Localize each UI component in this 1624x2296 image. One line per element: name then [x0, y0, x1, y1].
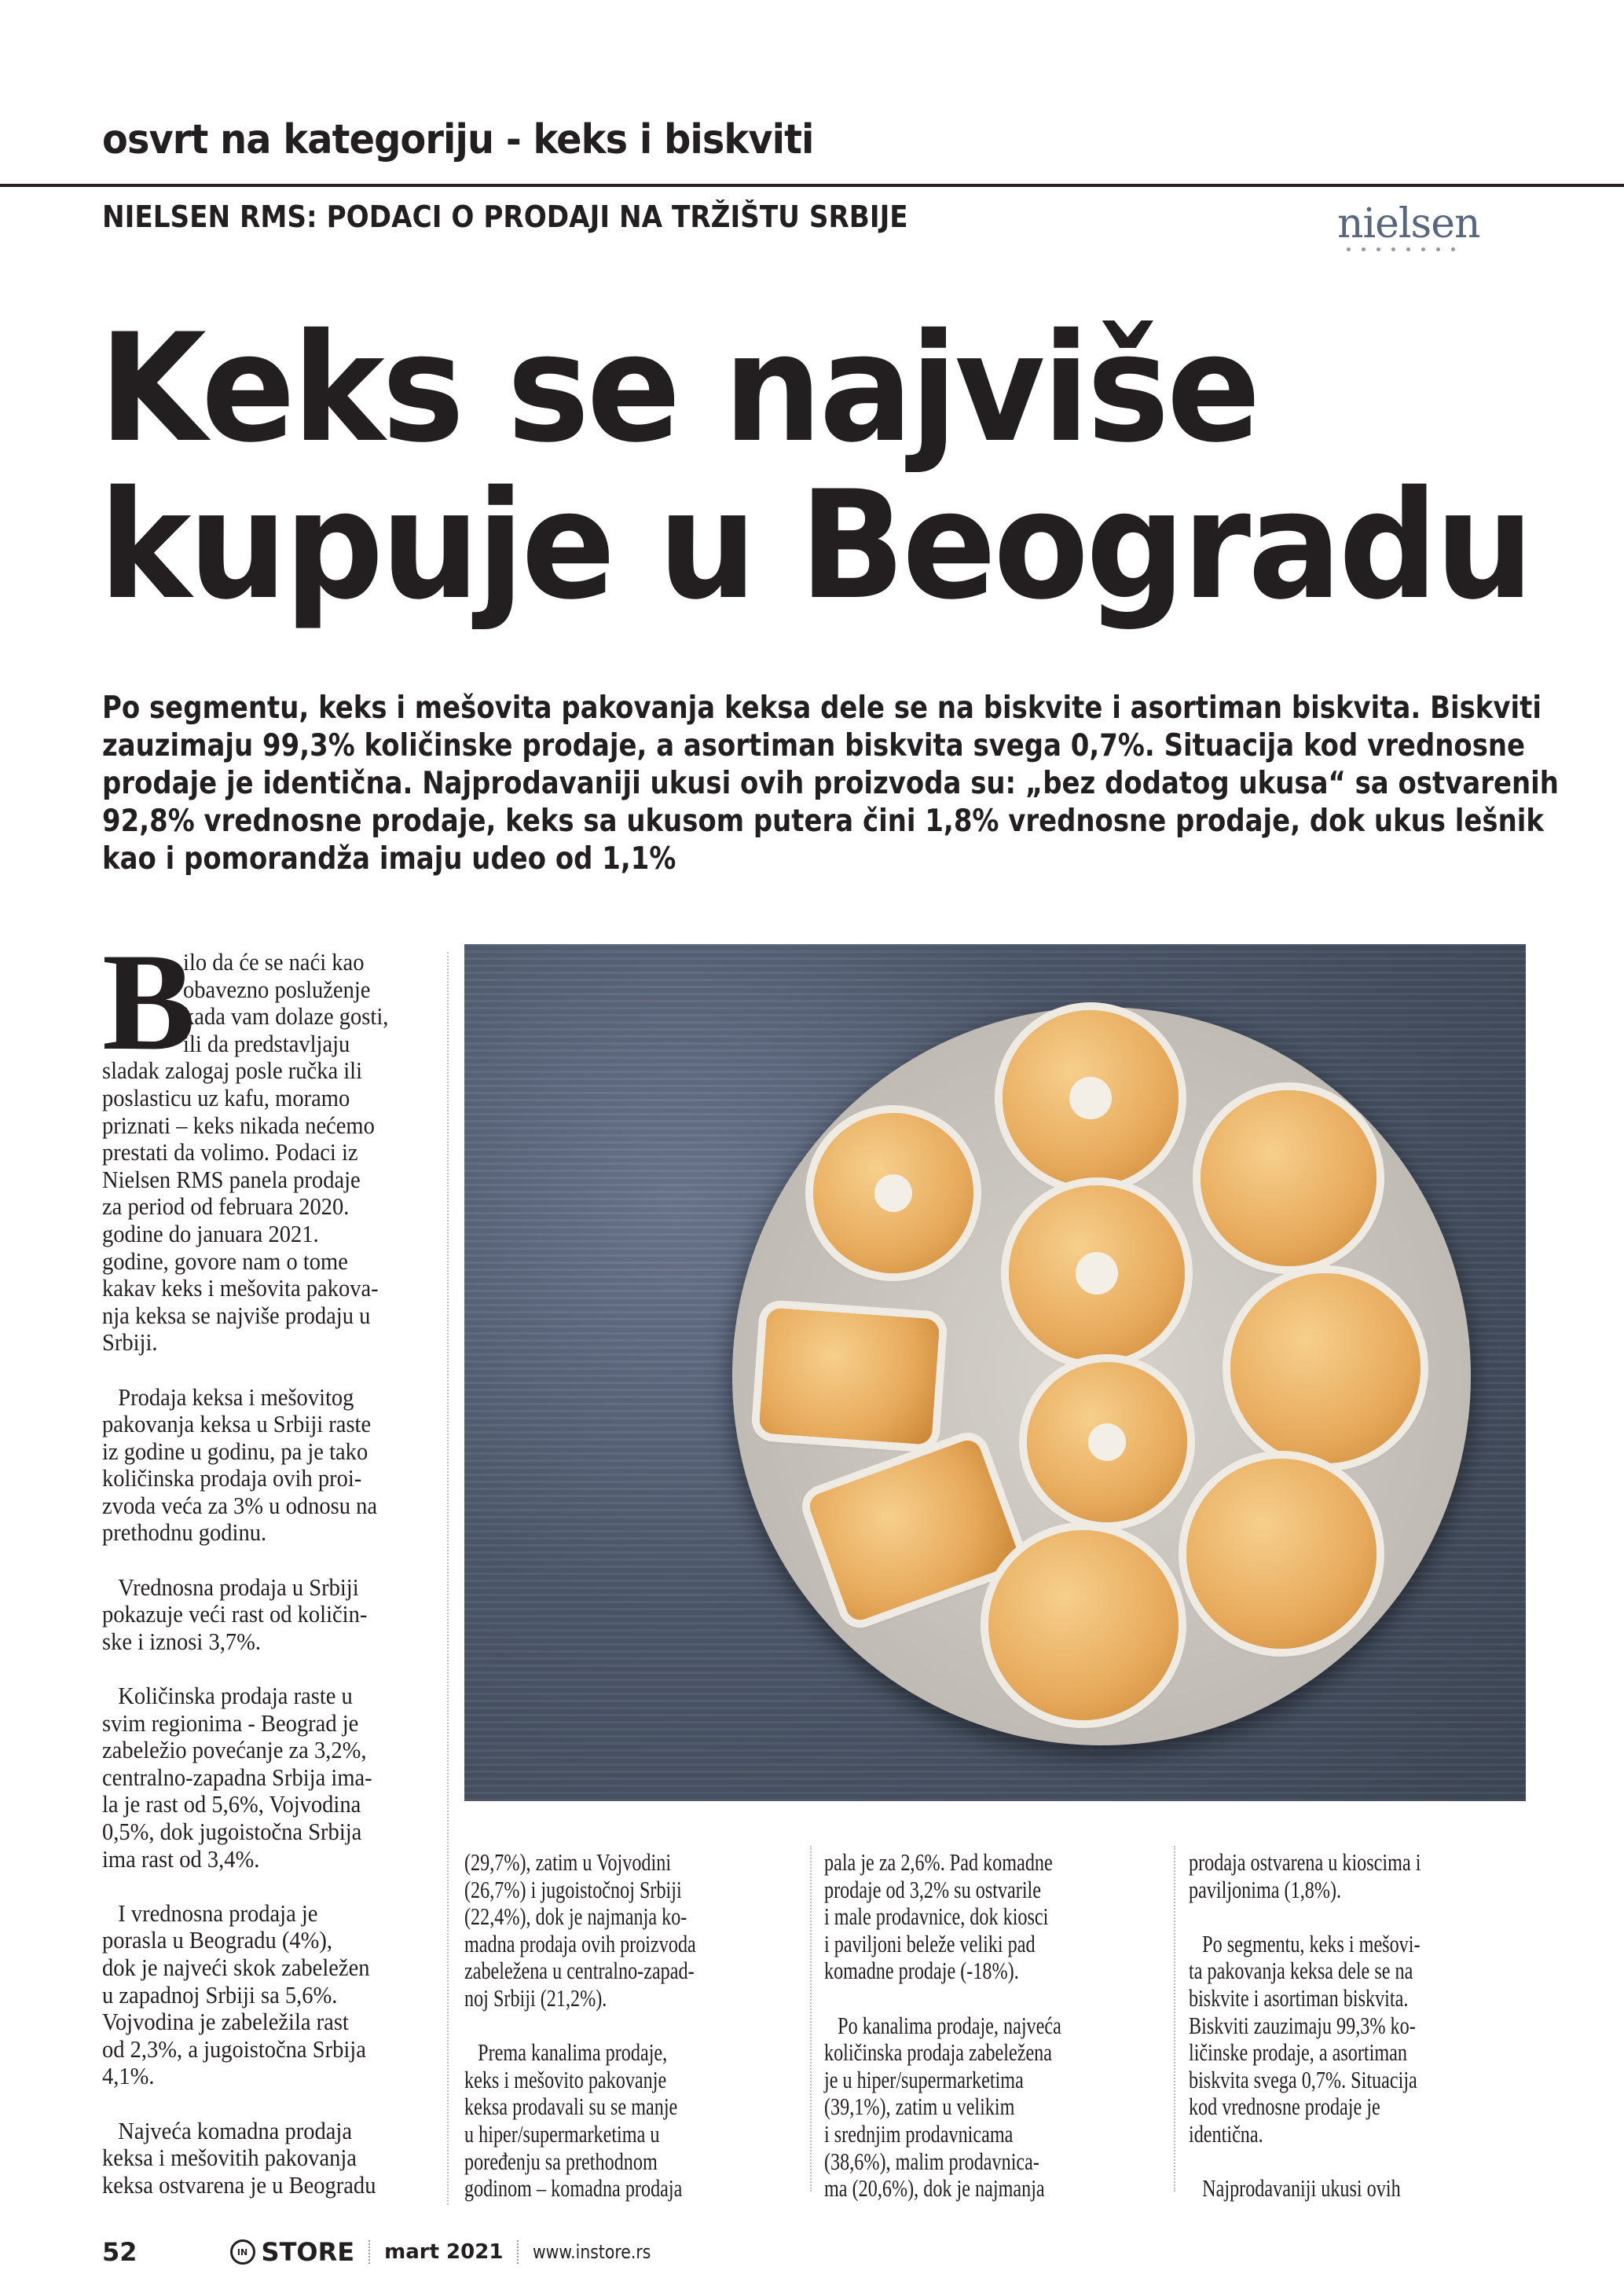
text-line: ilo da će se naći kao — [183, 948, 365, 976]
lead-line: prodaje je identična. Najprodavaniji ukusi ovih proizvoda su: „bez dodatog ukusa“ sa ostvarenih — [102, 766, 1559, 801]
text-line: la je rast od 5,6%, Vojvodina — [102, 1790, 361, 1818]
text-line: za period od februara 2020. — [102, 1192, 350, 1221]
text-line: prodaje od 3,2% su ostvarile — [824, 1875, 1041, 1903]
drop-cap: B — [102, 924, 196, 1079]
brand-name: STORE — [261, 2237, 355, 2267]
cookie — [1230, 1273, 1421, 1463]
text-line: prestati da volimo. Podaci iz — [102, 1138, 358, 1166]
text-line: madna prodaja ovih proizvoda — [464, 1929, 696, 1957]
text-line: prodaja ostvarena u kioscima i — [1189, 1848, 1421, 1876]
text-line: obavezno posluženje — [183, 975, 371, 1003]
text-line: 0,5%, dok jugoistočna Srbija — [102, 1818, 362, 1845]
text-line: (29,7%), zatim u Vojvodini — [464, 1848, 672, 1876]
text-line: zvoda veća za 3% u odnosu na — [102, 1491, 378, 1519]
text-line: (39,1%), zatim u velikim — [824, 2093, 1015, 2121]
text-line: paviljonima (1,8%). — [1189, 1875, 1342, 1903]
lead-line: 92,8% vrednosne prodaje, keks sa ukusom putera čini 1,8% vrednosne prodaje, dok ukus lešnik — [102, 804, 1544, 839]
text-line: ima rast od 3,4%. — [102, 1844, 260, 1873]
text-line: količinska prodaja ovih proi- — [102, 1464, 362, 1492]
text-line: prethodnu godinu. — [102, 1518, 267, 1547]
text-line: kod vrednosne prodaje je — [1189, 2093, 1380, 2121]
text-line: godine, govore nam o tome — [102, 1247, 348, 1275]
text-line: (38,6%), malim prodavnica- — [824, 2147, 1039, 2175]
text-line: Po kanalima prodaje, najveća — [838, 2011, 1061, 2039]
text-line: I vrednosna prodaja je — [118, 1899, 318, 1927]
text-line: u hiper/supermarketima u — [464, 2119, 660, 2148]
text-line: od 2,3%, a jugoistočna Srbija — [102, 2034, 366, 2063]
in-logo-icon: IN — [230, 2239, 255, 2265]
text-line: ma (20,6%), dok je najmanja — [824, 2174, 1045, 2203]
section-category: osvrt na kategoriju - keks i biskviti — [102, 116, 814, 163]
text-line: identična. — [1189, 2119, 1263, 2148]
text-line: Biskviti zauzimaju 99,3% ko- — [1189, 2011, 1416, 2039]
cookie — [1009, 1185, 1185, 1361]
cookie — [1003, 1010, 1179, 1186]
cookie — [1201, 1090, 1377, 1266]
text-line: (22,4%), dok je najmanja ko- — [464, 1902, 687, 1931]
text-line: Vojvodina je zabeležila rast — [102, 2008, 349, 2036]
text-line: Nielsen RMS panela prodaje — [102, 1165, 361, 1193]
text-line: pakovanja keksa u Srbiji raste — [102, 1410, 372, 1438]
cookie — [988, 1530, 1179, 1720]
cookie — [813, 1113, 973, 1273]
text-line: Po segmentu, keks i mešovi- — [1202, 1929, 1421, 1957]
text-line: kakav keks i mešovita pakova- — [102, 1274, 379, 1302]
text-line: pala je za 2,6%. Pad komadne — [824, 1848, 1053, 1876]
text-line: porasla u Beogradu (4%), — [102, 1926, 333, 1954]
text-line: Najveća komadna prodaja — [118, 2116, 352, 2144]
text-line: centralno-zapadna Srbija ima- — [102, 1763, 372, 1791]
lead-line: kao i pomorandža imaju udeo od 1,1% — [102, 841, 676, 877]
column-divider — [1174, 1846, 1175, 2192]
text-line: ske i iznosi 3,7%. — [102, 1627, 261, 1655]
text-line: svim regionima - Beograd je — [102, 1708, 359, 1737]
issue-date: mart 2021 — [384, 2240, 504, 2264]
text-line: pokazuje veći rast od količin- — [102, 1600, 368, 1628]
footer-separator — [368, 2240, 370, 2264]
section-subheading: NIELSEN RMS: PODACI O PRODAJI NA TRŽIŠTU SRBIJE — [102, 200, 908, 234]
text-line: zabeležena u centralno-zapad- — [464, 1957, 695, 1985]
page-footer — [102, 2237, 672, 2267]
text-line: keksa i mešovitih pakovanja — [102, 2144, 357, 2172]
text-line: ličinske prodaje, a asortiman — [1189, 2038, 1407, 2067]
website-link[interactable]: www.instore.rs — [533, 2241, 651, 2263]
text-line: (26,7%) i jugoistočnoj Srbiji — [464, 1875, 682, 1903]
text-line: ili da predstavljaju — [183, 1029, 350, 1057]
nielsen-logo-text: nielsen — [1337, 200, 1480, 247]
text-line: i paviljoni beleže veliki pad — [824, 1929, 1036, 1957]
column-divider — [810, 1846, 812, 2192]
article-column-3 — [824, 1849, 1128, 2203]
article-title — [99, 302, 1624, 632]
text-line: količinska prodaja zabeležena — [824, 2038, 1053, 2067]
text-line: Količinska prodaja raste u — [118, 1682, 353, 1710]
header-rule — [0, 184, 1624, 187]
lead-line: zauzimaju 99,3% količinske prodaje, a asortiman biskvita svega 0,7%. Situacija kod vrednosne — [102, 728, 1526, 764]
instore-logo — [230, 2237, 355, 2267]
text-line: poređenju sa prethodnom — [464, 2147, 658, 2175]
text-line: Najprodavaniji ukusi ovih — [1202, 2174, 1401, 2203]
text-line: Prodaja keksa i mešovitog — [118, 1382, 354, 1411]
column-divider — [447, 952, 449, 2205]
cookie — [759, 1308, 940, 1445]
lead-paragraph — [102, 690, 1624, 878]
text-line: godinom – komadna prodaja — [464, 2174, 683, 2203]
text-line: zabeležio povećanje za 3,2%, — [102, 1736, 367, 1764]
article-column-4 — [1189, 1849, 1487, 2203]
text-line: godine do januara 2021. — [102, 1219, 319, 1247]
cookie-tin-photo — [464, 944, 1526, 1801]
text-line: poslasticu uz kafu, moramo — [102, 1083, 350, 1111]
article-column-2 — [464, 1849, 761, 2203]
text-line: i srednjim prodavnicama — [824, 2119, 1014, 2148]
cookie — [1186, 1459, 1377, 1649]
text-line: i male prodavnice, dok kiosci — [824, 1902, 1049, 1931]
text-line: noj Srbiji (21,2%). — [464, 1983, 607, 2012]
logo-dots — [1337, 247, 1526, 251]
nielsen-logo — [1337, 200, 1526, 271]
text-line: 4,1%. — [102, 2062, 155, 2090]
text-line: keks i mešovito pakovanje — [464, 2065, 667, 2093]
text-line: iz godine u godinu, pa je tako — [102, 1437, 368, 1465]
text-line: keksa ostvarena je u Beogradu — [102, 2170, 376, 2199]
text-line: keksa prodavali su se manje — [464, 2093, 678, 2121]
text-line: Srbiji. — [102, 1328, 158, 1357]
title-line: Keks se najviše — [99, 302, 1258, 475]
text-line: kada vam dolaze gosti, — [183, 1002, 389, 1031]
text-line: sladak zalogaj posle ručka ili — [102, 1056, 363, 1085]
lead-line: Po segmentu, keks i mešovita pakovanja keksa dele se na biskvite i asortiman biskvita. Biskviti — [102, 690, 1542, 726]
cookie — [1027, 1362, 1187, 1522]
text-line: biskvite i asortiman biskvita. — [1189, 1983, 1409, 2012]
text-line: je u hiper/supermarketima — [824, 2065, 1024, 2093]
text-line: Prema kanalima prodaje, — [478, 2038, 668, 2067]
text-line: komadne prodaje (-18%). — [824, 1957, 1019, 1985]
text-line: nja keksa se najviše prodaju u — [102, 1301, 371, 1329]
footer-separator — [517, 2240, 519, 2264]
text-line: priznati – keks nikada nećemo — [102, 1111, 375, 1139]
text-line: biskvita svega 0,7%. Situacija — [1189, 2065, 1417, 2093]
page-number: 52 — [102, 2237, 137, 2267]
article-column-1 — [102, 924, 440, 2199]
text-line: dok je najveći skok zabeležen — [102, 1953, 370, 1981]
title-line: kupuje u Beogradu — [99, 459, 1531, 632]
text-line: u zapadnoj Srbiji sa 5,6%. — [102, 1980, 338, 2009]
text-line: Vrednosna prodaja u Srbiji — [118, 1573, 359, 1601]
text-line: ta pakovanja keksa dele se na — [1189, 1957, 1413, 1985]
